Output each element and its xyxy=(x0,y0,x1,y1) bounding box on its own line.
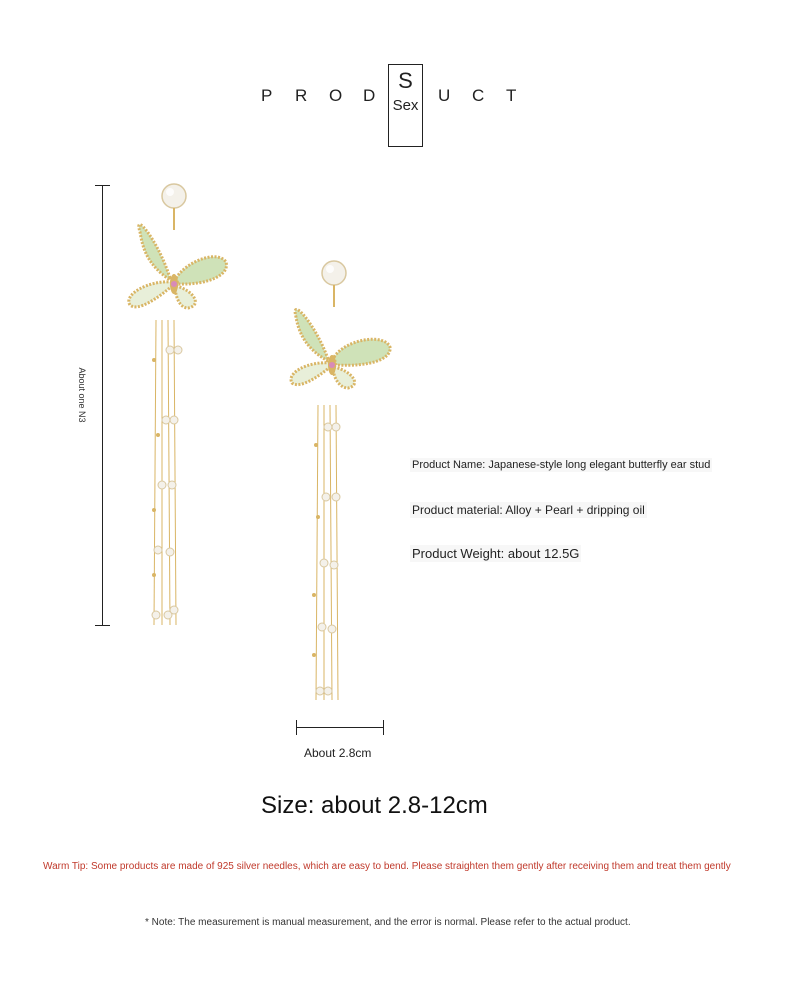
header-box-word: Sex xyxy=(392,97,419,114)
header-letter: R xyxy=(295,86,308,105)
earring-image-left xyxy=(118,180,238,635)
header-letter: D xyxy=(363,86,376,105)
header-letter: T xyxy=(506,86,517,105)
width-dimension-cap xyxy=(296,720,297,735)
product-name: Product Name: Japanese-style long elegant butterfly ear stud xyxy=(412,459,711,471)
earring-image-right xyxy=(282,255,402,710)
width-dimension-cap xyxy=(383,720,384,735)
header-letter: P xyxy=(261,86,273,105)
warm-tip: Warm Tip: Some products are made of 925 silver needles, which are easy to bend. Please straighten them gently after receiving them and treat them gently xyxy=(43,861,731,872)
height-dimension-line xyxy=(102,185,103,626)
product-material: Product material: Alloy + Pearl + dripping oil xyxy=(412,503,645,517)
width-dimension-line xyxy=(296,727,384,728)
height-dimension-cap xyxy=(95,185,110,186)
header-box xyxy=(388,64,423,147)
header-letter: O xyxy=(329,86,343,105)
header-letter: C xyxy=(472,86,485,105)
product-weight: Product Weight: about 12.5G xyxy=(412,546,580,561)
measurement-note: * Note: The measurement is manual measurement, and the error is normal. Please refer to the actual product. xyxy=(145,917,631,928)
height-dimension-cap xyxy=(95,625,110,626)
size-text: Size: about 2.8-12cm xyxy=(261,792,488,819)
header-letter: U xyxy=(438,86,451,105)
width-dimension-label: About 2.8cm xyxy=(304,746,372,760)
height-dimension-label: About one N3 xyxy=(77,367,87,423)
header-box-letter: S xyxy=(398,68,413,93)
